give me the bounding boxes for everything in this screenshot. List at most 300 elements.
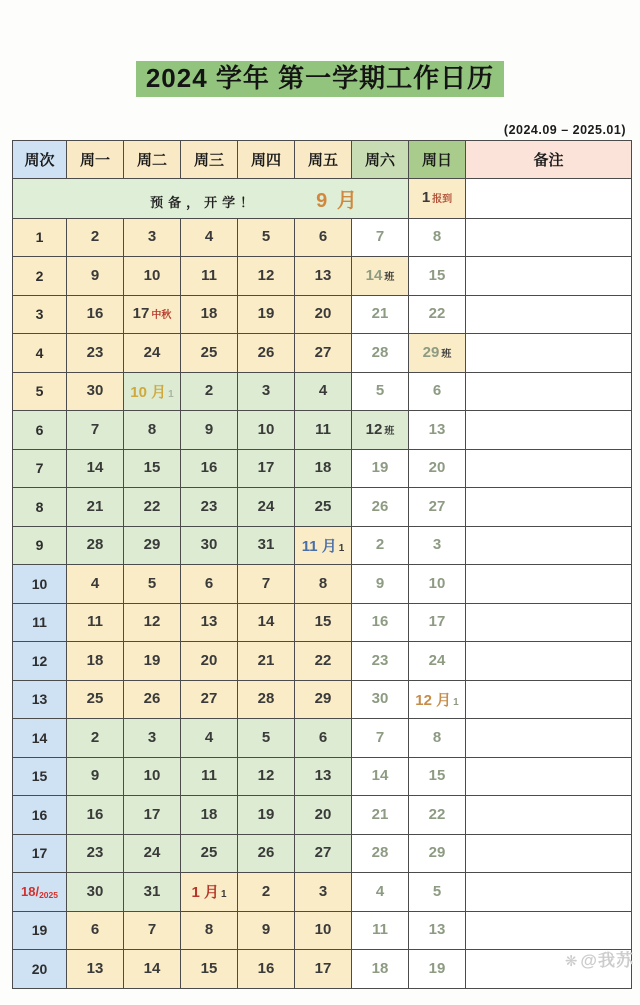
day-number: 8 <box>432 728 442 746</box>
day-cell <box>124 680 181 719</box>
week-number: 19 <box>13 911 67 950</box>
day-number: 16 <box>200 459 218 477</box>
note-cell <box>466 488 632 527</box>
day-cell <box>181 796 238 835</box>
day-number: 8 <box>432 228 442 246</box>
day-number: 31 <box>257 536 275 554</box>
day-number: 27 <box>314 343 332 361</box>
day-number: 18 <box>314 459 332 477</box>
day-cell <box>238 950 295 989</box>
note-cell <box>466 411 632 450</box>
day-number: 17 <box>143 805 161 823</box>
day-cell <box>67 449 124 488</box>
note-cell <box>466 449 632 488</box>
header-row <box>13 140 632 178</box>
day-number: 14 <box>143 959 161 977</box>
day-cell <box>124 757 181 796</box>
day-number: 25 <box>200 844 218 862</box>
day-cell <box>295 372 352 411</box>
day-number: 18 <box>200 805 218 823</box>
day-number: 13 <box>314 767 332 785</box>
day-number: 29 <box>422 343 440 361</box>
week-row <box>13 719 632 758</box>
day-number: 28 <box>86 536 104 554</box>
day-cell <box>181 757 238 796</box>
note-cell <box>466 295 632 334</box>
day-cell <box>67 796 124 835</box>
day-number: 24 <box>143 844 161 862</box>
day-tag: 中秋 <box>151 310 172 322</box>
day-number: 12 <box>257 266 275 284</box>
week-row <box>13 680 632 719</box>
day-cell <box>67 565 124 604</box>
day-number: 7 <box>375 228 385 246</box>
day-number: 16 <box>371 613 389 631</box>
day-number: 1 月 <box>191 884 219 902</box>
week-number: 3 <box>13 295 67 334</box>
day-number: 26 <box>371 497 389 515</box>
day-cell <box>238 911 295 950</box>
day-cell <box>238 680 295 719</box>
day-number: 21 <box>371 805 389 823</box>
day-number: 8 <box>204 921 214 939</box>
day-cell <box>352 372 409 411</box>
day-number: 4 <box>204 228 214 246</box>
day-cell <box>67 642 124 681</box>
day-cell <box>409 295 466 334</box>
day-cell <box>295 873 352 912</box>
day-number: 12 月 <box>415 691 452 709</box>
day-cell <box>238 488 295 527</box>
day-cell <box>181 218 238 257</box>
day-number: 15 <box>143 459 161 477</box>
day-number: 15 <box>428 266 446 284</box>
note-cell <box>466 334 632 373</box>
day-number: 5 <box>147 574 157 592</box>
note-cell <box>466 796 632 835</box>
day-cell <box>295 642 352 681</box>
day-cell <box>124 488 181 527</box>
day-cell <box>409 411 466 450</box>
day-number: 22 <box>314 651 332 669</box>
registration-day-cell <box>409 178 466 218</box>
day-cell <box>295 411 352 450</box>
day-cell <box>181 565 238 604</box>
day-cell <box>352 565 409 604</box>
watermark <box>565 946 634 971</box>
day-number: 20 <box>200 651 218 669</box>
day-cell <box>181 449 238 488</box>
day-number: 6 <box>90 921 100 939</box>
day-tag: 报到 <box>432 194 453 206</box>
day-cell <box>238 218 295 257</box>
day-cell <box>124 603 181 642</box>
day-number: 24 <box>428 651 446 669</box>
day-number: 19 <box>257 805 275 823</box>
day-cell <box>295 488 352 527</box>
day-cell <box>409 680 466 719</box>
day-number: 12 <box>143 613 161 631</box>
note-cell <box>466 565 632 604</box>
day-cell <box>238 449 295 488</box>
day-cell <box>409 449 466 488</box>
week-row <box>13 295 632 334</box>
day-cell <box>124 257 181 296</box>
day-cell <box>238 334 295 373</box>
day-cell <box>295 218 352 257</box>
day-cell <box>295 911 352 950</box>
day-number: 10 <box>143 767 161 785</box>
week-row <box>13 796 632 835</box>
day-cell <box>352 411 409 450</box>
day-number: 9 <box>375 574 385 592</box>
day-number: 17 <box>314 959 332 977</box>
day-cell <box>295 680 352 719</box>
day-cell <box>409 757 466 796</box>
title-bar <box>0 44 640 115</box>
note-cell <box>466 757 632 796</box>
day-number: 3 <box>147 228 157 246</box>
day-cell <box>181 295 238 334</box>
day-cell <box>295 950 352 989</box>
day-number: 14 <box>86 459 104 477</box>
watermark-logo-icon: ❋ <box>564 953 579 970</box>
day-number: 14 <box>257 613 275 631</box>
day-number: 23 <box>200 497 218 515</box>
day-cell <box>67 257 124 296</box>
day-cell <box>67 834 124 873</box>
day-number: 9 <box>90 266 100 284</box>
day-number: 8 <box>147 420 157 438</box>
note-cell <box>466 642 632 681</box>
day-cell <box>181 950 238 989</box>
day-number: 9 <box>90 767 100 785</box>
day-number: 27 <box>314 844 332 862</box>
note-cell <box>466 178 632 218</box>
day-cell <box>181 603 238 642</box>
day-number: 13 <box>428 921 446 939</box>
note-cell <box>466 911 632 950</box>
day-cell <box>67 372 124 411</box>
day-number: 7 <box>147 921 157 939</box>
day-cell <box>352 218 409 257</box>
day-cell <box>238 757 295 796</box>
note-cell <box>466 603 632 642</box>
calendar-table <box>12 140 632 989</box>
day-cell <box>352 449 409 488</box>
day-cell <box>352 257 409 296</box>
day-cell <box>238 834 295 873</box>
day-number: 28 <box>257 690 275 708</box>
day-cell <box>352 488 409 527</box>
day-tag: 班 <box>441 348 452 360</box>
week-row <box>13 488 632 527</box>
day-number: 7 <box>90 420 100 438</box>
month-banner-row <box>13 178 632 218</box>
day-number: 19 <box>428 959 446 977</box>
day-number: 17 <box>132 305 150 323</box>
note-cell <box>466 372 632 411</box>
day-cell <box>409 796 466 835</box>
day-cell <box>409 642 466 681</box>
note-cell <box>466 873 632 912</box>
day-cell <box>238 873 295 912</box>
header-sat: 周六 <box>352 140 409 178</box>
day-number: 7 <box>375 728 385 746</box>
day-number: 19 <box>371 459 389 477</box>
day-cell <box>238 719 295 758</box>
week-number: 12 <box>13 642 67 681</box>
day-number: 21 <box>371 305 389 323</box>
day-number: 25 <box>86 690 104 708</box>
day-cell <box>352 680 409 719</box>
day-number: 27 <box>200 690 218 708</box>
day-cell <box>295 334 352 373</box>
day-number: 10 月 <box>130 383 167 401</box>
week-number: 10 <box>13 565 67 604</box>
day-number: 22 <box>428 305 446 323</box>
day-number: 3 <box>147 728 157 746</box>
day-cell <box>295 796 352 835</box>
day-cell <box>409 719 466 758</box>
day-cell <box>352 603 409 642</box>
day-number: 18 <box>371 959 389 977</box>
day-number: 26 <box>257 844 275 862</box>
day-cell <box>409 565 466 604</box>
day-cell <box>67 911 124 950</box>
day-cell <box>67 411 124 450</box>
day-number: 10 <box>257 420 275 438</box>
day-cell <box>181 642 238 681</box>
header-wed: 周三 <box>181 140 238 178</box>
day-tag: 1 <box>220 889 227 901</box>
day-cell <box>124 295 181 334</box>
day-cell <box>181 834 238 873</box>
week-number: 8 <box>13 488 67 527</box>
week-row <box>13 411 632 450</box>
day-number: 16 <box>257 959 275 977</box>
day-number: 1 <box>421 189 431 207</box>
day-number: 21 <box>257 651 275 669</box>
day-number: 11 <box>201 266 217 284</box>
day-number: 4 <box>375 882 385 900</box>
week-row <box>13 218 632 257</box>
day-cell <box>295 257 352 296</box>
day-cell <box>295 757 352 796</box>
day-cell <box>181 873 238 912</box>
week-number: 1 <box>13 218 67 257</box>
day-number: 5 <box>261 228 271 246</box>
day-number: 30 <box>200 536 218 554</box>
day-number: 17 <box>257 459 275 477</box>
day-number: 25 <box>314 497 332 515</box>
week-number: 4 <box>13 334 67 373</box>
day-cell <box>181 680 238 719</box>
day-cell <box>295 834 352 873</box>
day-cell <box>409 257 466 296</box>
week-row <box>13 642 632 681</box>
week-number: 16 <box>13 796 67 835</box>
day-cell <box>181 372 238 411</box>
day-cell <box>124 372 181 411</box>
day-number: 17 <box>428 613 446 631</box>
day-number: 30 <box>86 882 104 900</box>
day-number: 26 <box>143 690 161 708</box>
day-cell <box>352 950 409 989</box>
note-cell <box>466 526 632 565</box>
day-cell <box>124 411 181 450</box>
day-cell <box>409 334 466 373</box>
day-number: 5 <box>432 882 442 900</box>
day-number: 18 <box>86 651 104 669</box>
week-row <box>13 757 632 796</box>
day-cell <box>352 719 409 758</box>
week-number: 14 <box>13 719 67 758</box>
day-number: 3 <box>261 382 271 400</box>
week-row <box>13 257 632 296</box>
day-cell <box>181 526 238 565</box>
week-row <box>13 873 632 912</box>
note-cell <box>466 834 632 873</box>
day-cell <box>352 873 409 912</box>
day-cell <box>409 526 466 565</box>
day-cell <box>124 950 181 989</box>
day-cell <box>181 488 238 527</box>
day-number: 11 <box>201 767 217 785</box>
day-number: 12 <box>257 767 275 785</box>
header-tue: 周二 <box>124 140 181 178</box>
day-number: 13 <box>86 959 104 977</box>
day-number: 2 <box>204 382 214 400</box>
day-cell <box>124 218 181 257</box>
note-cell <box>466 218 632 257</box>
header-week: 周次 <box>13 140 67 178</box>
day-number: 19 <box>257 305 275 323</box>
day-cell <box>238 603 295 642</box>
day-number: 20 <box>428 459 446 477</box>
week-number: 17 <box>13 834 67 873</box>
day-cell <box>181 334 238 373</box>
day-cell <box>352 526 409 565</box>
day-cell <box>67 757 124 796</box>
day-number: 4 <box>204 728 214 746</box>
week-number-main: 18/ <box>21 884 40 900</box>
week-number: 6 <box>13 411 67 450</box>
day-number: 11 <box>87 613 103 631</box>
day-cell <box>238 565 295 604</box>
day-cell <box>409 873 466 912</box>
day-number: 21 <box>86 497 104 515</box>
day-number: 24 <box>143 343 161 361</box>
day-cell <box>295 449 352 488</box>
note-cell <box>466 257 632 296</box>
day-cell <box>67 680 124 719</box>
day-number: 4 <box>90 574 100 592</box>
day-cell <box>409 911 466 950</box>
day-number: 11 <box>372 921 388 939</box>
day-number: 14 <box>365 266 383 284</box>
day-number: 16 <box>86 305 104 323</box>
week-number: 7 <box>13 449 67 488</box>
day-cell <box>67 873 124 912</box>
day-tag: 1 <box>168 388 174 400</box>
day-tag: 班 <box>384 271 395 283</box>
day-cell <box>124 873 181 912</box>
day-number: 12 <box>365 420 383 438</box>
day-number: 30 <box>86 382 104 400</box>
day-number: 15 <box>428 767 446 785</box>
day-cell <box>124 796 181 835</box>
day-number: 5 <box>375 382 385 400</box>
day-cell <box>67 295 124 334</box>
day-number: 3 <box>318 882 328 900</box>
day-number: 2 <box>90 228 100 246</box>
day-number: 2 <box>375 536 385 554</box>
note-cell <box>466 680 632 719</box>
day-cell <box>67 218 124 257</box>
day-number: 6 <box>432 382 442 400</box>
day-number: 13 <box>428 420 446 438</box>
day-number: 10 <box>428 574 446 592</box>
header-mon: 周一 <box>67 140 124 178</box>
day-number: 24 <box>257 497 275 515</box>
day-number: 6 <box>204 574 214 592</box>
day-number: 23 <box>86 343 104 361</box>
week-number: 9 <box>13 526 67 565</box>
day-cell <box>352 796 409 835</box>
day-number: 23 <box>371 651 389 669</box>
week-number: 2 <box>13 257 67 296</box>
day-number: 13 <box>200 613 218 631</box>
day-cell <box>409 372 466 411</box>
day-cell <box>352 334 409 373</box>
day-cell <box>409 488 466 527</box>
page-title: 2024 学年 第一学期工作日历 <box>136 61 504 97</box>
day-number: 7 <box>261 574 271 592</box>
day-number: 28 <box>371 343 389 361</box>
header-sun: 周日 <box>409 140 466 178</box>
week-row <box>13 372 632 411</box>
day-cell <box>181 411 238 450</box>
day-number: 22 <box>143 497 161 515</box>
term-start-note: 预备，开学！ <box>150 194 259 210</box>
day-number: 6 <box>318 728 328 746</box>
day-number: 29 <box>143 536 161 554</box>
day-cell <box>352 834 409 873</box>
week-number: 11 <box>13 603 67 642</box>
day-number: 13 <box>314 266 332 284</box>
day-number: 20 <box>314 305 332 323</box>
day-tag: 1 <box>453 696 459 708</box>
week-number <box>13 873 67 912</box>
day-cell <box>67 950 124 989</box>
day-cell <box>67 719 124 758</box>
week-row <box>13 603 632 642</box>
day-cell <box>181 719 238 758</box>
header-thu: 周四 <box>238 140 295 178</box>
day-cell <box>124 642 181 681</box>
day-cell <box>295 526 352 565</box>
day-number: 3 <box>432 536 442 554</box>
week-number-year: 2025 <box>39 890 58 901</box>
day-tag: 1 <box>338 542 345 554</box>
day-cell <box>295 719 352 758</box>
day-cell <box>67 488 124 527</box>
day-number: 28 <box>371 844 389 862</box>
day-number: 30 <box>371 690 389 708</box>
date-range: (2024.09 – 2025.01) <box>503 122 626 137</box>
month-label-september: 9 月 <box>316 189 359 212</box>
